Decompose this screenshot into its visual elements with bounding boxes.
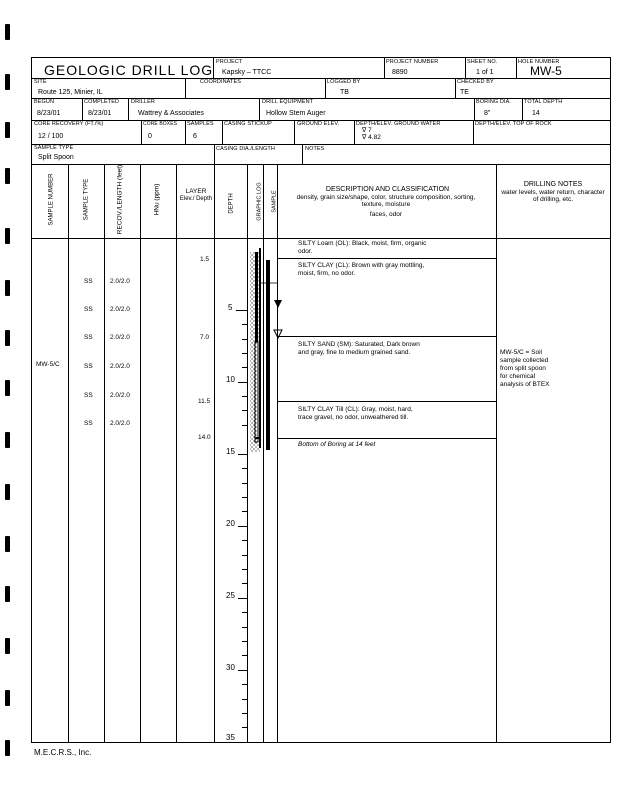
depth-tick-5: 5 xyxy=(228,303,233,312)
description-2-line2: moist, firm, no odor. xyxy=(298,270,356,277)
sample-type-4: SS xyxy=(84,363,93,370)
boring-dia-value: 8" xyxy=(484,110,491,117)
drilling-notes-title: DRILLING NOTES xyxy=(523,181,583,188)
sample-recov-2: 2.0/2.0 xyxy=(110,306,130,313)
form-title: GEOLOGIC DRILL LOG xyxy=(44,62,214,78)
begun-value: 8/23/01 xyxy=(37,110,61,117)
casing-dia-label: CASING DIA./LENGTH xyxy=(216,146,275,152)
sample-type-5: SS xyxy=(84,392,93,399)
col-sample: SAMPLE xyxy=(271,190,278,213)
description-1-line1: SILTY Loam (OL): Black, moist, firm, organic xyxy=(298,240,427,247)
layer-depth-3: 11.5 xyxy=(198,398,211,405)
samples-label: SAMPLES xyxy=(187,121,214,127)
col-recov-length: RECOV./LENGTH (feet) xyxy=(116,164,124,235)
site-label: SITE xyxy=(34,79,47,85)
description-4-line2: trace gravel, no odor, unweathered till. xyxy=(298,414,409,421)
sheet-no-value: 1 of 1 xyxy=(476,69,494,76)
depth-tick-10: 10 xyxy=(226,375,235,384)
col-hnu: HNu (ppm) xyxy=(153,183,161,216)
footer-company: M.E.C.R.S., Inc. xyxy=(34,748,92,757)
sample-recov-6: 2.0/2.0 xyxy=(110,420,130,427)
core-boxes-value: 0 xyxy=(148,133,152,140)
total-depth-label: TOTAL DEPTH xyxy=(524,99,563,105)
sample-type-value: Split Spoon xyxy=(38,154,74,161)
coordinates-label: COORDINATES xyxy=(200,79,242,85)
sample-type-1: SS xyxy=(84,278,93,285)
samples-value: 6 xyxy=(193,133,197,140)
notes-label: NOTES xyxy=(305,146,325,152)
col-layer-sub: Elev./ Depth xyxy=(179,196,213,202)
water-level-2: ∇ 4.82 xyxy=(362,134,381,141)
layer-depth-2: 7.0 xyxy=(200,334,210,341)
project-number-label: PROJECT NUMBER xyxy=(386,59,439,65)
site-value: Route 125, Minier, IL xyxy=(38,89,103,96)
checked-by-label: CHECKED BY xyxy=(457,79,494,85)
description-sub: density, grain size/shape, color, structure composition, sorting, texture, moisture xyxy=(296,194,476,208)
checked-by-value: TE xyxy=(460,89,469,96)
binder-holes xyxy=(2,0,12,800)
casing-stickup-label: CASING STICKUP xyxy=(224,121,272,127)
col-layer: LAYER xyxy=(185,188,207,195)
sheet-no-label: SHEET NO. xyxy=(467,59,498,65)
depth-tick-30: 30 xyxy=(226,663,235,672)
core-recovery-value: 12 / 100 xyxy=(38,133,64,140)
logged-by-value: TB xyxy=(340,89,349,96)
hole-number-label: HOLE NUMBER xyxy=(518,59,560,65)
riser-pipe xyxy=(255,252,258,342)
core-boxes-label: CORE BOXES xyxy=(143,121,178,127)
sample-type-6: SS xyxy=(84,420,93,427)
depth-elev-water-label: DEPTH/ELEV. GROUND WATER xyxy=(356,121,441,127)
driller-value: Wattrey & Associates xyxy=(138,110,204,117)
logged-by-label: LOGGED BY xyxy=(327,79,361,85)
begun-label: BEGUN xyxy=(34,99,55,105)
project-label: PROJECT xyxy=(216,59,243,65)
drill-equipment-label: DRILL EQUIPMENT xyxy=(262,99,314,105)
col-sample-number: SAMPLE NUMBER xyxy=(48,173,55,226)
sample-recov-4: 2.0/2.0 xyxy=(110,363,130,370)
core-recovery-label: CORE RECOVERY (FT./%) xyxy=(34,121,104,127)
drilling-note-4: for chemical xyxy=(500,373,536,380)
completed-value: 8/23/01 xyxy=(88,110,112,117)
sample-recov-3: 2.0/2.0 xyxy=(110,334,130,341)
depth-tick-25: 25 xyxy=(226,591,235,600)
drilling-note-5: analysis of BTEX xyxy=(500,381,550,388)
description-3-line1: SILTY SAND (SM): Saturated, Dark brown xyxy=(298,341,420,348)
col-depth: DEPTH xyxy=(228,193,235,214)
project-value: Kapsky – TTCC xyxy=(222,69,272,76)
drilling-note-2: sample collected xyxy=(500,357,549,364)
sample-number: MW-5/C xyxy=(36,361,60,368)
drilling-note-1: MW-5/C = Soil xyxy=(500,349,542,356)
boring-dia-label: BORING DIA. xyxy=(476,99,512,105)
description-title: DESCRIPTION AND CLASSIFICATION xyxy=(325,186,450,193)
sample-type-label: SAMPLE TYPE xyxy=(34,145,74,151)
sample-recov-5: 2.0/2.0 xyxy=(110,392,130,399)
depth-tick-20: 20 xyxy=(226,519,235,528)
drill-equipment-value: Hollow Stem Auger xyxy=(266,110,326,117)
description-sub2: faces, odor xyxy=(369,211,403,218)
description-3-line2: and gray, fine to medium grained sand. xyxy=(298,349,411,356)
water-level-1: ∇ 7 xyxy=(362,127,372,134)
depth-elev-rock-label: DEPTH/ELEV. TOP OF ROCK xyxy=(475,121,552,127)
drilling-note-3: from split spoon xyxy=(500,365,546,372)
driller-label: DRILLER xyxy=(131,99,155,105)
depth-tick-15: 15 xyxy=(226,447,235,456)
col-graphic-log: GRAPHIC LOG xyxy=(256,182,263,221)
project-number-value: 8890 xyxy=(392,69,408,76)
total-depth-value: 14 xyxy=(532,110,540,117)
ground-elev-label: GROUND ELEV. xyxy=(297,121,340,127)
description-2-line1: SILTY CLAY (CL): Brown with gray mottling, xyxy=(298,262,425,269)
layer-depth-4: 14.0 xyxy=(198,434,211,441)
sample-type-2: SS xyxy=(84,306,93,313)
hole-number-value: MW-5 xyxy=(530,64,562,78)
sample-type-3: SS xyxy=(84,334,93,341)
description-bottom: Bottom of Boring at 14 feet xyxy=(298,441,376,448)
completed-label: COMPLETED xyxy=(84,99,120,105)
col-sample-type: SAMPLE TYPE xyxy=(83,178,90,221)
sample-recov-1: 2.0/2.0 xyxy=(110,278,130,285)
description-4-line1: SILTY CLAY Till (CL): Gray, moist, hard, xyxy=(298,406,413,413)
layer-depth-1: 1.5 xyxy=(200,256,210,263)
description-1-line2: odor. xyxy=(298,248,313,255)
sample-bar xyxy=(266,260,270,450)
drilling-notes-sub: water levels, water return, character of drilling, etc. xyxy=(501,189,605,203)
depth-tick-35: 35 xyxy=(226,733,235,742)
water-level-markers xyxy=(273,296,285,346)
